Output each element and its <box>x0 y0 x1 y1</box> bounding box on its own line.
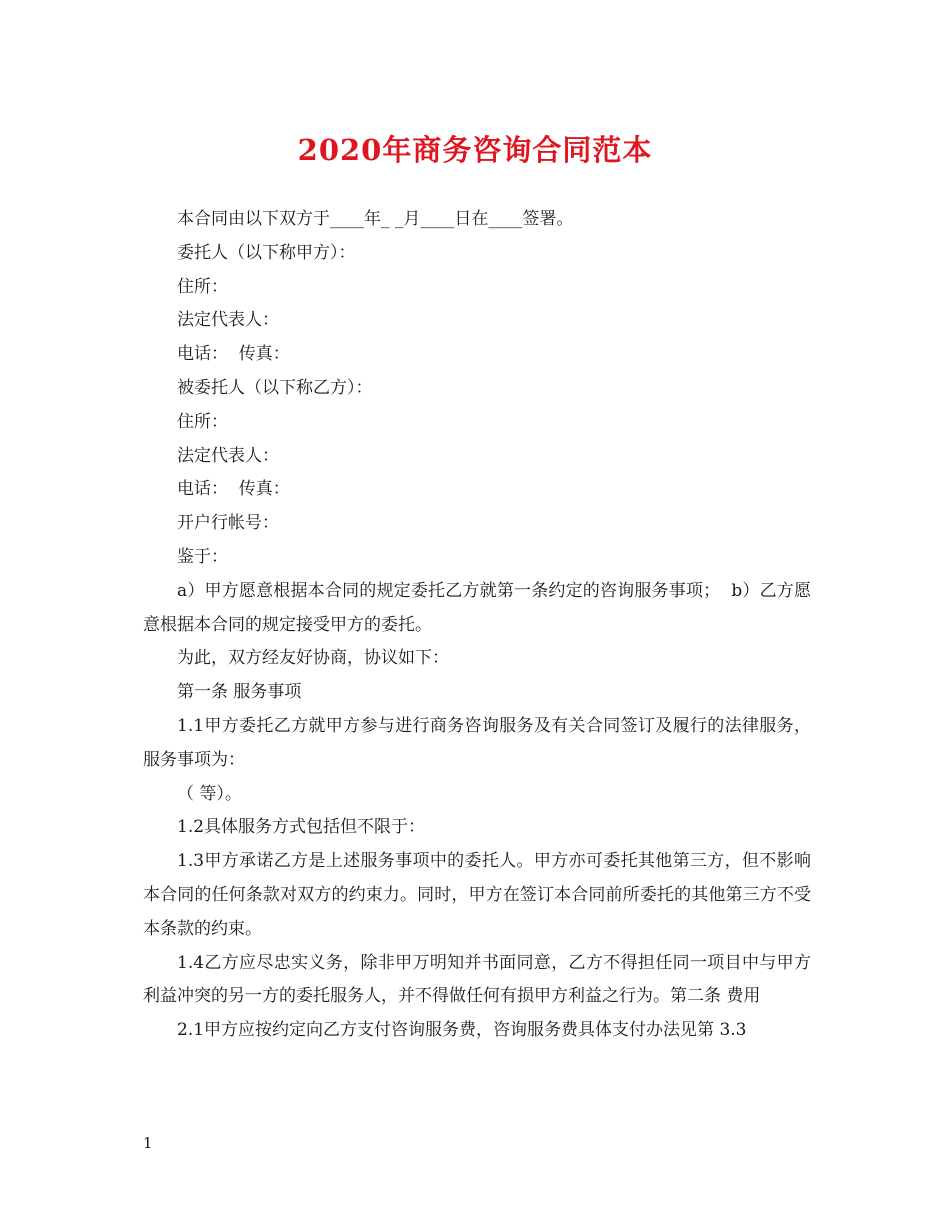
paragraph: 电话： 传真： <box>177 344 290 365</box>
document-title: 2020年商务咨询合同范本 <box>297 133 653 167</box>
paragraph: 法定代表人： <box>177 445 279 466</box>
paragraph: 1.1甲方委托乙方就甲方参与进行商务咨询服务及有关合同签订及履行的法律服务，服务事项为： <box>143 715 811 770</box>
paragraph: 1.4乙方应尽忠实义务，除非甲万明知并书面同意，乙方不得担任同一项目中与甲方利益冲突的另一方的委托服务人，并不得做任何有损甲方利益之行为。第二条 费用 <box>143 952 811 1007</box>
paragraph: 为此，双方经友好协商，协议如下： <box>177 648 449 669</box>
paragraph: 1.3甲方承诺乙方是上述服务事项中的委托人。甲方亦可委托其他第三方，但不影响本合同的任何条款对双方的约束力。同时，甲方在签订本合同前所委托的其他第三方不受本条款的约束。 <box>143 851 811 939</box>
paragraph: 本合同由以下双方于____年_ _月____日在____签署。 <box>177 209 574 229</box>
section-heading: 第一条 服务事项 <box>177 682 302 703</box>
paragraph: 法定代表人： <box>177 310 279 331</box>
paragraph: a）甲方愿意根据本合同的规定委托乙方就第一条约定的咨询服务事项； b）乙方愿意根据本合同的规定接受甲方的委托。 <box>143 580 811 635</box>
page-number: 1 <box>143 1134 153 1152</box>
paragraph: 委托人（以下称甲方）： <box>177 242 356 263</box>
paragraph: 电话： 传真： <box>177 479 290 500</box>
paragraph: 2.1甲方应按约定向乙方支付咨询服务费，咨询服务费具体支付办法见第 3.3 <box>177 1020 747 1041</box>
paragraph: 开户行帐号： <box>177 513 279 534</box>
paragraph: （ 等）。 <box>177 783 242 804</box>
paragraph: 鉴于： <box>177 546 228 567</box>
document-body <box>143 203 811 1048</box>
paragraph: 住所： <box>177 276 228 297</box>
paragraph: 住所： <box>177 411 228 432</box>
paragraph: 1.2具体服务方式包括但不限于： <box>177 817 426 838</box>
paragraph: 被委托人（以下称乙方）： <box>177 377 373 398</box>
